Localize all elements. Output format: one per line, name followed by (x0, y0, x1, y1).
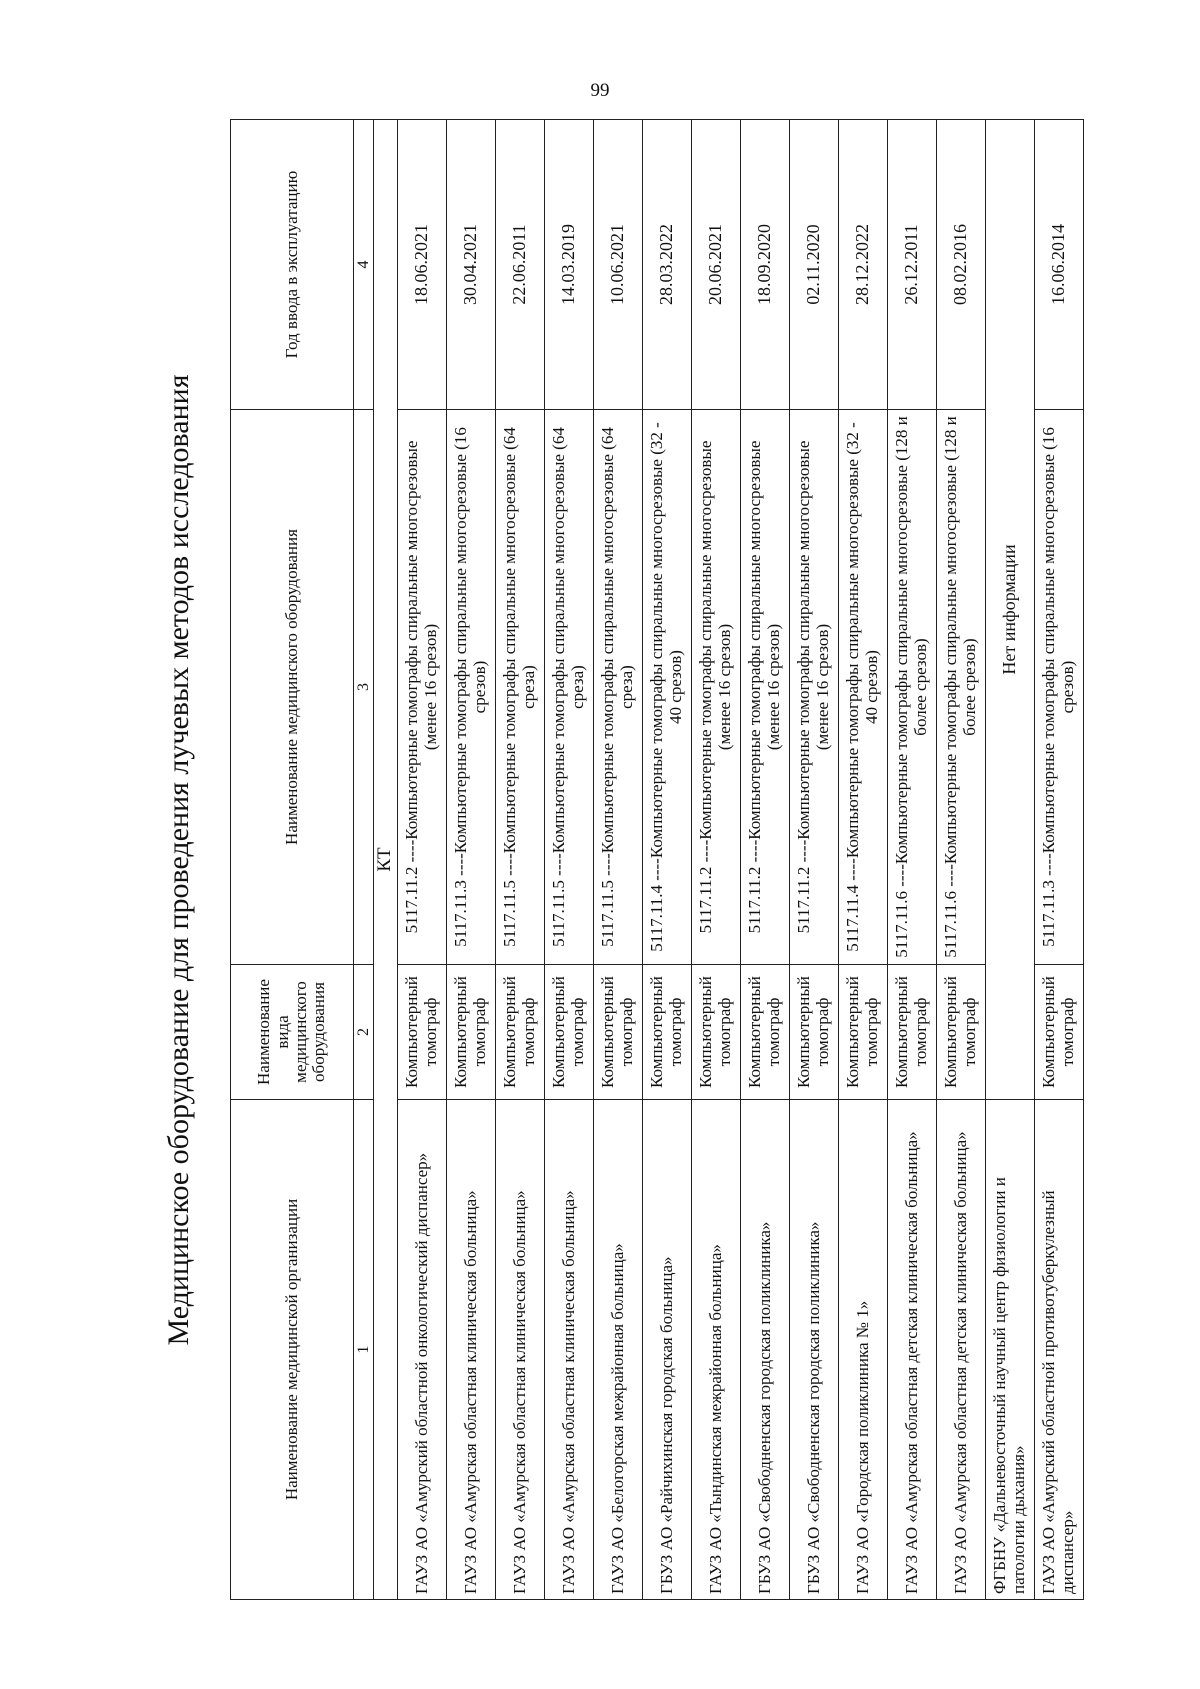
table-row (887, 120, 936, 1600)
equipment-type-cell: Компьютерный томограф (838, 965, 887, 1100)
organization-cell: ГАУЗ АО «Амурская областная детская клиническая больница» (887, 1100, 936, 1600)
equipment-name-cell: 5117.11.3 ----Компьютерные томографы спиральные многосрезовые (16 срезов) (1034, 410, 1083, 965)
organization-cell: ГБУЗ АО «Свободненская городская поликлиника» (740, 1100, 789, 1600)
equipment-name-cell: 5117.11.5 ----Компьютерные томографы спиральные многосрезовые (64 среза) (544, 410, 593, 965)
table-row (691, 120, 740, 1600)
equipment-name-cell: 5117.11.5 ----Компьютерные томографы спиральные многосрезовые (64 среза) (495, 410, 544, 965)
table-row (838, 120, 887, 1600)
organization-cell: ГБУЗ АО «Райчихинская городская больница» (642, 1100, 691, 1600)
equipment-type-cell: Компьютерный томограф (936, 965, 985, 1100)
equipment-name-cell: 5117.11.2 ----Компьютерные томографы спиральные многосрезовые (менее 16 срезов) (740, 410, 789, 965)
equipment-type-cell: Компьютерный томограф (593, 965, 642, 1100)
commissioning-date-cell: 28.12.2022 (838, 120, 887, 410)
section-row (374, 120, 398, 1600)
commissioning-date-cell: 26.12.2011 (887, 120, 936, 410)
header-organization: Наименование медицинской организации (231, 1100, 354, 1600)
equipment-type-cell: Компьютерный томограф (544, 965, 593, 1100)
column-number: 4 (354, 120, 374, 410)
equipment-name-cell: 5117.11.2 ----Компьютерные томографы спиральные многосрезовые (менее 16 срезов) (789, 410, 838, 965)
header-commissioning-date: Год ввода в эксплуатацию (231, 120, 354, 410)
organization-cell: ГАУЗ АО «Амурская областная детская клиническая больница» (936, 1100, 985, 1600)
organization-cell: ГАУЗ АО «Амурский областной противотуберкулезный диспансер» (1034, 1100, 1083, 1600)
column-number: 1 (354, 1100, 374, 1600)
table-row (593, 120, 642, 1600)
section-title: КТ (374, 120, 398, 1600)
organization-cell: ГАУЗ АО «Амурская областная клиническая больница» (495, 1100, 544, 1600)
equipment-name-cell: 5117.11.6 ----Компьютерные томографы спиральные многосрезовые (128 и более срезов) (936, 410, 985, 965)
organization-cell: ГАУЗ АО «Амурская областная клиническая больница» (544, 1100, 593, 1600)
commissioning-date-cell: 30.04.2021 (446, 120, 495, 410)
commissioning-date-cell: 08.02.2016 (936, 120, 985, 410)
table-row (789, 120, 838, 1600)
table-row (1034, 120, 1083, 1600)
table-header-row (231, 120, 354, 1600)
organization-cell: ФГБНУ «Дальневосточный научный центр физиологии и патологии дыхания» (985, 1100, 1034, 1600)
document-title: Медицинское оборудование для проведения лучевых методов исследования (162, 374, 195, 1346)
rotated-document (150, 120, 1077, 1600)
equipment-name-cell: 5117.11.6 ----Компьютерные томографы спиральные многосрезовые (128 и более срезов) (887, 410, 936, 965)
equipment-type-cell: Компьютерный томограф (446, 965, 495, 1100)
commissioning-date-cell: 18.06.2021 (397, 120, 446, 410)
no-information-cell: Нет информации (985, 120, 1034, 1100)
equipment-type-cell: Компьютерный томограф (397, 965, 446, 1100)
header-equipment-type: Наименование вида медицинского оборудования (231, 965, 354, 1100)
equipment-name-cell: 5117.11.2 ----Компьютерные томографы спиральные многосрезовые (менее 16 срезов) (397, 410, 446, 965)
table-row (446, 120, 495, 1600)
organization-cell: ГАУЗ АО «Амурский областной онкологический диспансер» (397, 1100, 446, 1600)
equipment-name-cell: 5117.11.4 ----Компьютерные томографы спиральные многосрезовые (32 - 40 срезов) (838, 410, 887, 965)
equipment-type-cell: Компьютерный томограф (887, 965, 936, 1100)
equipment-type-cell: Компьютерный томограф (740, 965, 789, 1100)
commissioning-date-cell: 14.03.2019 (544, 120, 593, 410)
organization-cell: ГАУЗ АО «Белогорская межрайонная больница» (593, 1100, 642, 1600)
table-row (740, 120, 789, 1600)
equipment-type-cell: Компьютерный томограф (1034, 965, 1083, 1100)
commissioning-date-cell: 18.09.2020 (740, 120, 789, 410)
organization-cell: ГАУЗ АО «Амурская областная клиническая больница» (446, 1100, 495, 1600)
organization-cell: ГБУЗ АО «Свободненская городская поликлиника» (789, 1100, 838, 1600)
commissioning-date-cell: 28.03.2022 (642, 120, 691, 410)
commissioning-date-cell: 10.06.2021 (593, 120, 642, 410)
table-row (642, 120, 691, 1600)
table-row (936, 120, 985, 1600)
page-number: 99 (590, 80, 610, 101)
commissioning-date-cell: 02.11.2020 (789, 120, 838, 410)
equipment-type-cell: Компьютерный томограф (495, 965, 544, 1100)
header-equipment-name: Наименование медицинского оборудования (231, 410, 354, 965)
equipment-name-cell: 5117.11.3 ----Компьютерные томографы спиральные многосрезовые (16 срезов) (446, 410, 495, 965)
table-row (544, 120, 593, 1600)
organization-cell: ГАУЗ АО «Городская поликлиника № 1» (838, 1100, 887, 1600)
column-number-row (354, 120, 374, 1600)
table-row (495, 120, 544, 1600)
organization-cell: ГАУЗ АО «Тындинская межрайонная больница» (691, 1100, 740, 1600)
equipment-type-cell: Компьютерный томограф (642, 965, 691, 1100)
equipment-type-cell: Компьютерный томограф (691, 965, 740, 1100)
commissioning-date-cell: 22.06.2011 (495, 120, 544, 410)
column-number: 2 (354, 965, 374, 1100)
equipment-table (230, 119, 1084, 1600)
equipment-name-cell: 5117.11.4 ----Компьютерные томографы спиральные многосрезовые (32 - 40 срезов) (642, 410, 691, 965)
commissioning-date-cell: 16.06.2014 (1034, 120, 1083, 410)
equipment-type-cell: Компьютерный томограф (789, 965, 838, 1100)
table-row (985, 120, 1034, 1600)
equipment-name-cell: 5117.11.2 ----Компьютерные томографы спиральные многосрезовые (менее 16 срезов) (691, 410, 740, 965)
commissioning-date-cell: 20.06.2021 (691, 120, 740, 410)
table-row (397, 120, 446, 1600)
equipment-name-cell: 5117.11.5 ----Компьютерные томографы спиральные многосрезовые (64 среза) (593, 410, 642, 965)
column-number: 3 (354, 410, 374, 965)
